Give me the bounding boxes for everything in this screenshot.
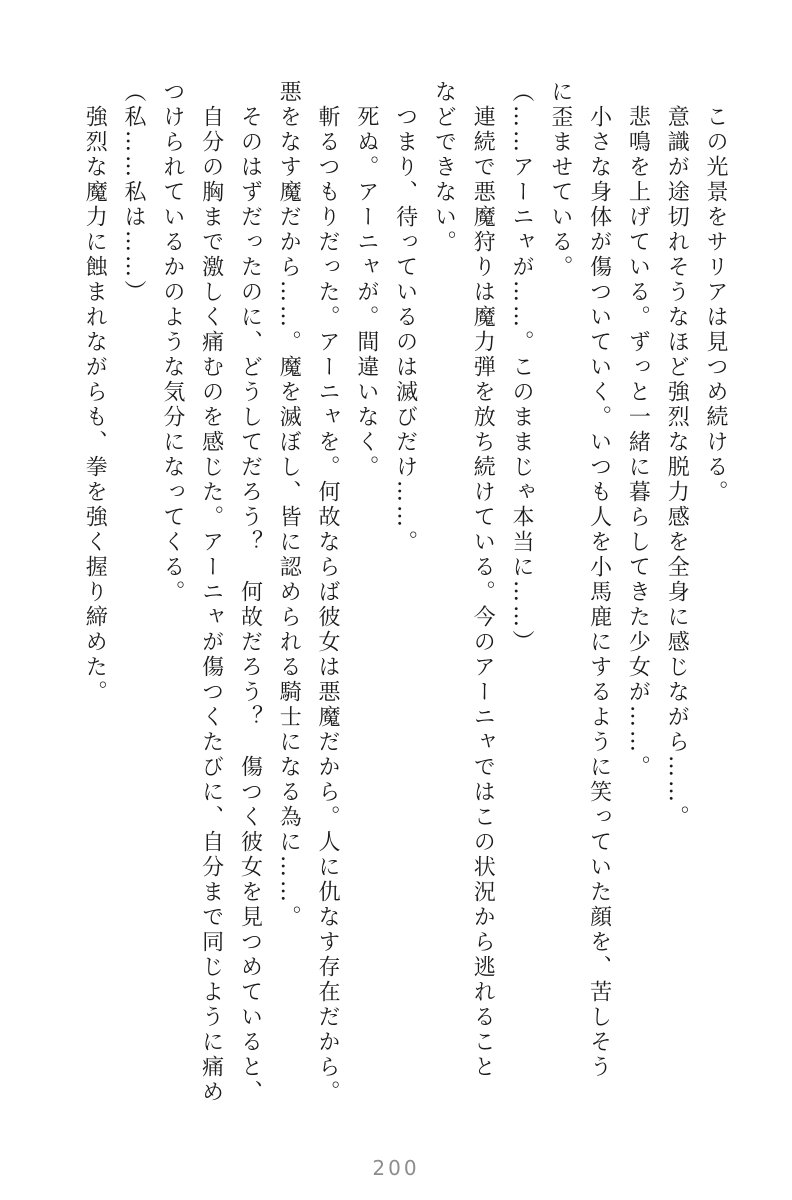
text-line: （……アーニャが……。このままじゃ本当に……） [509,80,535,655]
text-line: つまり、待っているのは滅びだけ……。 [392,105,418,555]
text-line: 死ぬ。アーニャが。間違いなく。 [353,105,379,480]
text-line: 連続で悪魔狩りは魔力弾を放ち続けている。今のアーニャではこの状況から逃れること [470,105,496,1080]
text-line: などできない。 [431,80,457,255]
page-number: 200 [372,1156,420,1180]
text-line: 意識が途切れそうなほど強烈な脱力感を全身に感じながら……。 [664,105,690,830]
text-line: 自分の胸まで激しく痛むのを感じた。アーニャが傷つくたびに、自分まで同じように痛め [198,105,224,1105]
text-line: 小さな身体が傷ついていく。いつも人を小馬鹿にするように笑っていた顔を、苦しそう [586,105,612,1080]
text-line: つけられているかのような気分になってくる。 [159,80,185,605]
text-line: （私……私は……） [121,80,147,305]
text-line: に歪ませている。 [547,80,573,280]
vertical-text-block [74,80,734,1128]
text-line: 悲鳴を上げている。ずっと一緒に暮らしてきた少女が……。 [625,105,651,780]
text-line: そのはずだったのに、どうしてだろう？ 何故だろう？ 傷つく彼女を見つめていると、 [237,105,263,1105]
text-line: 斬るつもりだった。アーニャを。何故ならば彼女は悪魔だから。人に仇なす存在だから。 [315,105,341,1105]
text-line: 強烈な魔力に蝕まれながらも、拳を強く握り締めた。 [82,105,108,705]
text-line: 悪をなす魔だから……。魔を滅ぼし、皆に認められる騎士になる為に……。 [276,80,302,930]
text-line: この光景をサリアは見つめ続ける。 [703,105,728,505]
